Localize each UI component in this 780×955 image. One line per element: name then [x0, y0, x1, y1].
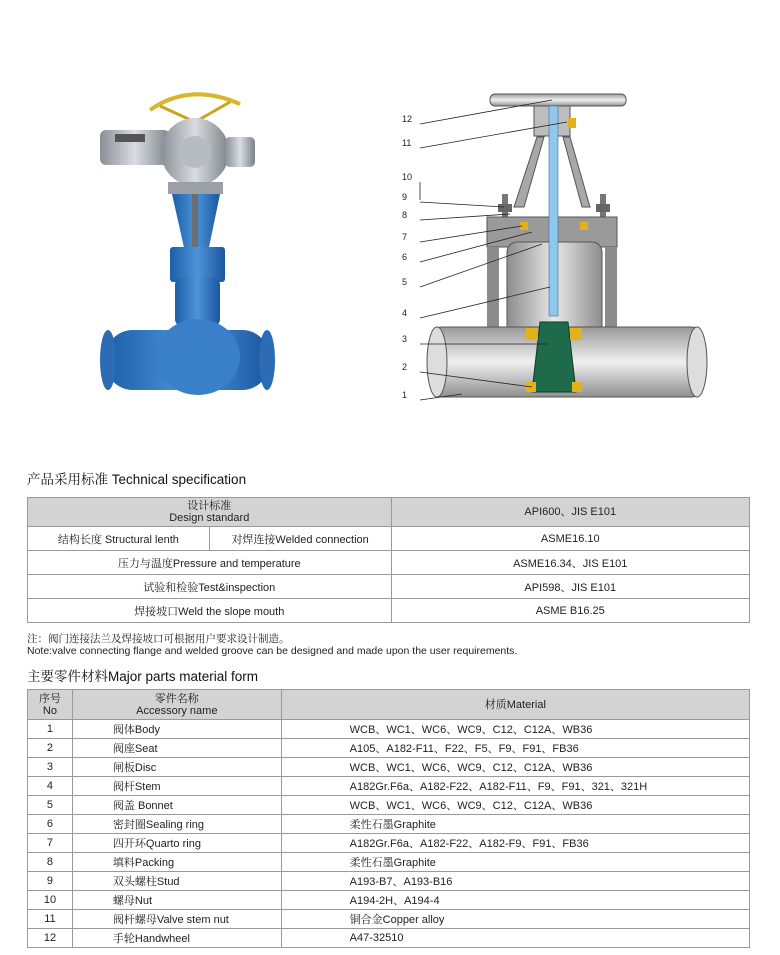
valve-section-diagram	[392, 82, 722, 417]
part-name: 填料Packing	[72, 853, 281, 872]
part-material: A47-32510	[281, 929, 749, 948]
part-name: 闸板Disc	[72, 758, 281, 777]
callout-label: 3	[402, 334, 408, 344]
part-name: 手轮Handwheel	[72, 929, 281, 948]
part-no: 5	[28, 796, 73, 815]
part-material: WCB、WC1、WC6、WC9、C12、C12A、WB36	[281, 720, 749, 739]
table-row	[28, 796, 750, 815]
table-row	[28, 853, 750, 872]
spec-label: 焊接坡口Weld the slope mouth	[28, 599, 392, 623]
parts-header-row	[28, 690, 750, 720]
part-no: 12	[28, 929, 73, 948]
spec-value: ASME16.10	[391, 527, 749, 551]
part-no: 2	[28, 739, 73, 758]
table-row	[28, 872, 750, 891]
header-acc-en: Accessory name	[136, 704, 218, 717]
callout-label: 5	[402, 277, 408, 287]
spec-label: 结构长度 Structural lenth	[28, 527, 210, 551]
callout-label: 2	[402, 362, 408, 372]
part-name: 阀盖 Bonnet	[72, 796, 281, 815]
part-no: 7	[28, 834, 73, 853]
spec-row	[28, 551, 750, 575]
part-no: 4	[28, 777, 73, 796]
part-name: 四开环Quarto ring	[72, 834, 281, 853]
part-material: A182Gr.F6a、A182-F22、A182-F11、F9、F91、321、321H	[281, 777, 749, 796]
note-en: Note:valve connecting flange and welded groove can be designed and made upon the user requirements.	[27, 645, 518, 657]
part-material: A193-B7、A193-B16	[281, 872, 749, 891]
parts-body	[28, 720, 750, 948]
callout-label: 8	[402, 210, 408, 220]
spec-row	[28, 599, 750, 623]
diagram-callout-labels	[402, 114, 412, 400]
part-name: 密封圈Sealing ring	[72, 815, 281, 834]
spec-value: API598、JIS E101	[391, 575, 749, 599]
table-row	[28, 720, 750, 739]
header-accessory	[72, 690, 281, 720]
callout-label: 6	[402, 252, 408, 262]
spec-label	[28, 498, 392, 527]
part-no: 1	[28, 720, 73, 739]
table-row	[28, 891, 750, 910]
part-material: A182Gr.F6a、A182-F22、A182-F9、F91、FB36	[281, 834, 749, 853]
spec-row	[28, 498, 750, 527]
table-row	[28, 929, 750, 948]
spec-section-title: 产品采用标准 Technical specification	[27, 472, 247, 487]
header-no-cn: 序号	[38, 692, 61, 705]
callout-label: 10	[402, 172, 413, 182]
callout-label: 1	[402, 390, 408, 400]
part-material: WCB、WC1、WC6、WC9、C12、C12A、WB36	[281, 796, 749, 815]
callout-label: 7	[402, 232, 408, 242]
note-cn: 注：阀门连接法兰及焊接坡口可根据用户要求设计制造。	[27, 633, 290, 645]
header-acc-cn: 零件名称	[154, 692, 199, 705]
parts-section-title: 主要零件材料Major parts material form	[27, 669, 259, 684]
table-row	[28, 910, 750, 929]
spec-row	[28, 575, 750, 599]
spec-label-en: Design standard	[169, 512, 250, 524]
spec-label: 压力与温度Pressure and temperature	[28, 551, 392, 575]
part-material: 柔性石墨Graphite	[281, 815, 749, 834]
part-material: WCB、WC1、WC6、WC9、C12、C12A、WB36	[281, 758, 749, 777]
part-name: 阀座Seat	[72, 739, 281, 758]
header-material: 材质Material	[281, 690, 749, 720]
table-row	[28, 758, 750, 777]
valve-photo	[90, 82, 290, 407]
parts-table	[27, 689, 750, 948]
spec-label-cn: 设计标准	[187, 500, 232, 512]
callout-label: 12	[402, 114, 413, 124]
header-no-en: No	[42, 704, 57, 717]
header-no	[28, 690, 73, 720]
part-material: 铜合金Copper alloy	[281, 910, 749, 929]
table-row	[28, 739, 750, 758]
table-row	[28, 834, 750, 853]
spec-label-sub: 对焊连接Welded connection	[209, 527, 391, 551]
part-no: 3	[28, 758, 73, 777]
part-name: 阀体Body	[72, 720, 281, 739]
part-name: 双头螺柱Stud	[72, 872, 281, 891]
spec-row	[28, 527, 750, 551]
part-no: 6	[28, 815, 73, 834]
spec-table	[27, 497, 750, 623]
callout-label: 11	[402, 138, 412, 148]
part-material: 柔性石墨Graphite	[281, 853, 749, 872]
spec-value: ASME B16.25	[391, 599, 749, 623]
part-name: 阀杆螺母Valve stem nut	[72, 910, 281, 929]
callout-label: 9	[402, 192, 408, 202]
callout-label: 4	[402, 308, 408, 318]
table-row	[28, 815, 750, 834]
spec-value: ASME16.34、JIS E101	[391, 551, 749, 575]
part-material: A105、A182-F11、F22、F5、F9、F91、FB36	[281, 739, 749, 758]
part-no: 10	[28, 891, 73, 910]
part-material: A194-2H、A194-4	[281, 891, 749, 910]
table-row	[28, 777, 750, 796]
spec-label: 试验和检验Test&inspection	[28, 575, 392, 599]
part-no: 9	[28, 872, 73, 891]
part-no: 11	[28, 910, 73, 929]
part-no: 8	[28, 853, 73, 872]
part-name: 螺母Nut	[72, 891, 281, 910]
part-name: 阀杆Stem	[72, 777, 281, 796]
spec-value: API600、JIS E101	[391, 498, 749, 527]
